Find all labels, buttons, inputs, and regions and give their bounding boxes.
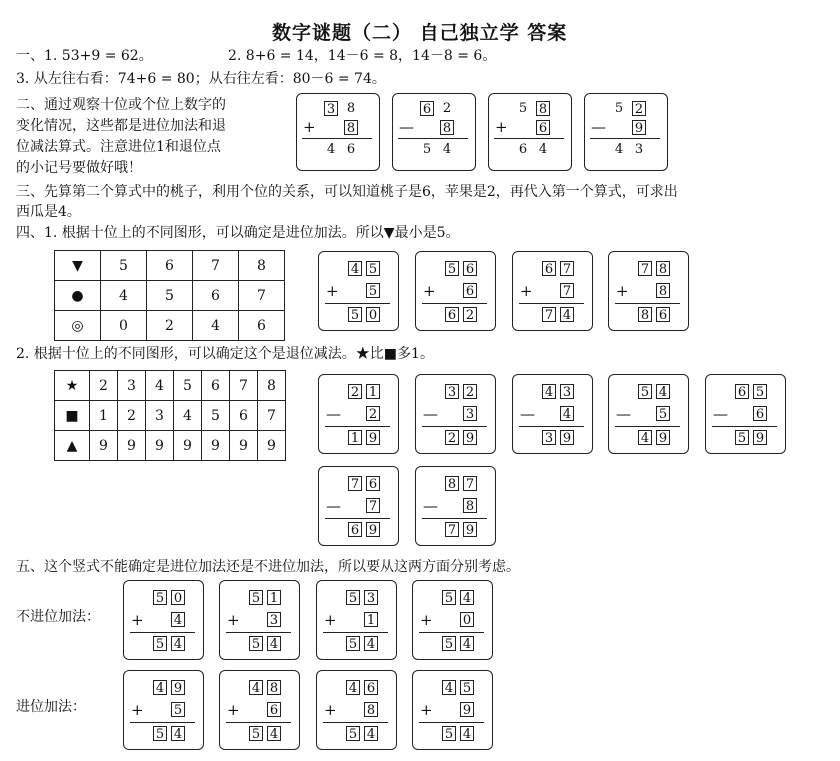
digit-box: 9: [560, 430, 574, 445]
digit-box: 8: [364, 702, 378, 717]
table-cell: 5: [202, 401, 230, 431]
digit: 4: [538, 142, 548, 157]
digit-box: 4: [460, 726, 474, 741]
digit-box: 6: [735, 384, 749, 399]
plus-sign: +: [495, 118, 508, 136]
digit-box: 8: [638, 307, 652, 322]
digit-box: 6: [463, 261, 477, 276]
digit-box: 4: [171, 726, 185, 741]
divider-line: [302, 138, 372, 139]
table-row: [55, 401, 286, 431]
divider-line: [712, 426, 777, 427]
equation-card: [705, 374, 786, 454]
table-cell: 9: [146, 431, 174, 461]
table-cell: 4: [174, 401, 202, 431]
equation-card: [584, 93, 668, 171]
digit-box: 4: [267, 726, 281, 741]
minus-sign: —: [326, 497, 341, 515]
divider-line: [323, 632, 388, 633]
digit-box: 9: [463, 430, 477, 445]
digit-box: 8: [536, 101, 550, 116]
divider-line: [130, 722, 195, 723]
table-cell: 4: [193, 311, 239, 341]
divider-line: [422, 303, 487, 304]
equation-card: [415, 251, 496, 331]
digit: 5: [518, 101, 528, 116]
equation-card: [316, 580, 397, 660]
plus-sign: +: [616, 282, 629, 300]
digit-box: 4: [442, 680, 456, 695]
minus-sign: —: [616, 405, 631, 423]
q1-line2: 3. 从左往右看：74+6 = 80；从右往左看：80－6 = 74。: [16, 71, 386, 87]
digit-box: 4: [249, 680, 263, 695]
digit-box: 3: [560, 384, 574, 399]
digit-box: 3: [463, 406, 477, 421]
digit-box: 6: [420, 101, 434, 116]
carry-label: 进位加法：: [16, 699, 86, 715]
equation-card: [123, 670, 204, 750]
digit-box: 5: [249, 590, 263, 605]
digit-box: 6: [445, 307, 459, 322]
divider-line: [590, 138, 660, 139]
divider-line: [325, 426, 390, 427]
digit-box: 7: [463, 476, 477, 491]
table-cell: 2: [147, 311, 193, 341]
digit-box: 4: [153, 680, 167, 695]
plus-sign: +: [423, 282, 436, 300]
digit-box: 1: [267, 590, 281, 605]
digit-box: 5: [171, 702, 185, 717]
q1-line1a: 一、1. 53+9 = 62。: [16, 48, 153, 64]
digit-box: 4: [171, 612, 185, 627]
digit-box: 6: [536, 120, 550, 135]
digit-box: 3: [364, 590, 378, 605]
digit-box: 6: [542, 261, 556, 276]
digit-box: 8: [440, 120, 454, 135]
digit-box: 5: [346, 636, 360, 651]
divider-line: [325, 303, 390, 304]
digit-box: 2: [366, 406, 380, 421]
divider-line: [615, 303, 680, 304]
shape-symbol: ▼: [55, 251, 101, 281]
table-row: [55, 431, 286, 461]
divider-line: [398, 138, 468, 139]
table-cell: 7: [193, 251, 239, 281]
plus-sign: +: [303, 118, 316, 136]
digit: 6: [346, 142, 356, 157]
digit: 2: [442, 101, 452, 116]
divider-line: [323, 722, 388, 723]
divider-line: [422, 426, 487, 427]
table-cell: 9: [258, 431, 286, 461]
q4-table-1: [54, 250, 285, 341]
equation-card: [608, 251, 689, 331]
q2-line: 变化情况，这些都是进位加法和退: [16, 118, 226, 134]
plus-sign: +: [520, 282, 533, 300]
digit-box: 7: [542, 307, 556, 322]
digit-box: 5: [366, 283, 380, 298]
digit-box: 7: [348, 476, 362, 491]
equation-card: [296, 93, 380, 171]
table-cell: 0: [101, 311, 147, 341]
table-cell: 9: [118, 431, 146, 461]
digit-box: 4: [460, 636, 474, 651]
plus-sign: +: [326, 282, 339, 300]
equation-card: [219, 580, 300, 660]
table-cell: 9: [174, 431, 202, 461]
q4-part1-text: 四、1. 根据十位上的不同图形，可以确定是进位加法。所以▼最小是5。: [16, 225, 460, 241]
q3-line2: 西瓜是4。: [16, 204, 81, 220]
digit-box: 7: [560, 283, 574, 298]
table-cell: 8: [258, 371, 286, 401]
plus-sign: +: [131, 611, 144, 629]
table-cell: 7: [230, 371, 258, 401]
no-carry-label: 不进位加法：: [16, 609, 100, 625]
q5-text: 五、这个竖式不能确定是进位加法还是不进位加法，所以要从这两方面分别考虑。: [16, 559, 520, 575]
digit-box: 8: [267, 680, 281, 695]
digit-box: 5: [346, 726, 360, 741]
table-cell: 5: [174, 371, 202, 401]
table-row: [55, 311, 285, 341]
q2-line: 二、通过观察十位或个位上数字的: [16, 97, 226, 113]
digit-box: 4: [267, 636, 281, 651]
equation-card: [488, 93, 572, 171]
digit: 4: [442, 142, 452, 157]
digit-box: 5: [656, 406, 670, 421]
equation-card: [318, 374, 399, 454]
digit-box: 2: [632, 101, 646, 116]
digit-box: 6: [267, 702, 281, 717]
digit-box: 3: [542, 430, 556, 445]
digit-box: 4: [560, 307, 574, 322]
divider-line: [130, 632, 195, 633]
equation-card: [412, 580, 493, 660]
equation-card: [318, 466, 399, 546]
digit-box: 9: [632, 120, 646, 135]
equation-card: [316, 670, 397, 750]
divider-line: [419, 632, 484, 633]
equation-card: [412, 670, 493, 750]
divider-line: [325, 518, 390, 519]
digit-box: 6: [366, 476, 380, 491]
equation-card: [219, 670, 300, 750]
digit-box: 5: [753, 384, 767, 399]
digit-box: 0: [171, 590, 185, 605]
table-cell: 7: [239, 281, 285, 311]
digit-box: 4: [560, 406, 574, 421]
digit-box: 5: [442, 726, 456, 741]
plus-sign: +: [227, 611, 240, 629]
digit-box: 5: [153, 726, 167, 741]
digit: 4: [326, 142, 336, 157]
equation-card: [415, 374, 496, 454]
q3-line1: 三、先算第二个算式中的桃子，利用个位的关系，可以知道桃子是6，苹果是2，再代入第一个算式，可求出: [16, 184, 678, 200]
digit-box: 6: [463, 283, 477, 298]
equation-card: [392, 93, 476, 171]
shape-symbol: ■: [55, 401, 90, 431]
minus-sign: —: [520, 405, 535, 423]
digit-box: 3: [445, 384, 459, 399]
digit-box: 4: [171, 636, 185, 651]
table-cell: 1: [90, 401, 118, 431]
digit-box: 5: [366, 261, 380, 276]
digit-box: 7: [445, 522, 459, 537]
table-cell: 6: [230, 401, 258, 431]
divider-line: [422, 518, 487, 519]
table-cell: 4: [101, 281, 147, 311]
divider-line: [226, 722, 291, 723]
digit-box: 6: [364, 680, 378, 695]
minus-sign: —: [713, 405, 728, 423]
digit-box: 1: [366, 384, 380, 399]
table-cell: 6: [147, 251, 193, 281]
digit: 8: [346, 101, 356, 116]
digit-box: 6: [656, 307, 670, 322]
digit-box: 5: [348, 307, 362, 322]
digit-box: 4: [542, 384, 556, 399]
equation-card: [415, 466, 496, 546]
digit-box: 5: [153, 636, 167, 651]
digit-box: 9: [171, 680, 185, 695]
digit-box: 2: [348, 384, 362, 399]
table-row: [55, 371, 286, 401]
digit-box: 1: [364, 612, 378, 627]
digit-box: 7: [560, 261, 574, 276]
table-cell: 9: [202, 431, 230, 461]
equation-card: [318, 251, 399, 331]
digit-box: 8: [463, 498, 477, 513]
q4-table-2: [54, 370, 286, 461]
minus-sign: —: [423, 405, 438, 423]
digit-box: 4: [638, 430, 652, 445]
table-cell: 9: [230, 431, 258, 461]
shape-symbol: ◎: [55, 311, 101, 341]
divider-line: [226, 632, 291, 633]
digit-box: 4: [364, 636, 378, 651]
table-cell: 3: [118, 371, 146, 401]
digit-box: 4: [656, 384, 670, 399]
table-cell: 9: [90, 431, 118, 461]
digit-box: 0: [460, 612, 474, 627]
digit: 5: [614, 101, 624, 116]
digit-box: 7: [638, 261, 652, 276]
digit-box: 2: [463, 307, 477, 322]
equation-card: [608, 374, 689, 454]
digit-box: 5: [346, 590, 360, 605]
digit-box: 6: [753, 406, 767, 421]
q4-part2-text: 2. 根据十位上的不同图形，可以确定这个是退位减法。★比■多1。: [16, 346, 434, 362]
equation-card: [512, 374, 593, 454]
table-cell: 6: [202, 371, 230, 401]
table-cell: 5: [101, 251, 147, 281]
digit-box: 8: [445, 476, 459, 491]
minus-sign: —: [591, 118, 606, 136]
table-cell: 2: [90, 371, 118, 401]
digit-box: 9: [366, 522, 380, 537]
table-row: [55, 281, 285, 311]
digit-box: 4: [460, 590, 474, 605]
equation-card: [123, 580, 204, 660]
digit-box: 3: [324, 101, 338, 116]
digit-box: 3: [267, 612, 281, 627]
digit-box: 4: [346, 680, 360, 695]
digit-box: 5: [735, 430, 749, 445]
table-cell: 6: [193, 281, 239, 311]
digit-box: 8: [656, 261, 670, 276]
plus-sign: +: [420, 611, 433, 629]
table-cell: 5: [147, 281, 193, 311]
digit-box: 2: [463, 384, 477, 399]
digit: 5: [422, 142, 432, 157]
digit-box: 5: [445, 261, 459, 276]
minus-sign: —: [423, 497, 438, 515]
table-cell: 3: [146, 401, 174, 431]
digit-box: 7: [366, 498, 380, 513]
table-cell: 6: [239, 311, 285, 341]
table-cell: 7: [258, 401, 286, 431]
digit-box: 5: [153, 590, 167, 605]
digit: 6: [518, 142, 528, 157]
table-cell: 8: [239, 251, 285, 281]
plus-sign: +: [420, 701, 433, 719]
divider-line: [519, 426, 584, 427]
shape-symbol: ★: [55, 371, 90, 401]
digit-box: 9: [460, 702, 474, 717]
plus-sign: +: [227, 701, 240, 719]
digit-box: 4: [348, 261, 362, 276]
digit-box: 5: [442, 590, 456, 605]
digit-box: 5: [249, 726, 263, 741]
shape-symbol: ▲: [55, 431, 90, 461]
divider-line: [494, 138, 564, 139]
q2-line: 位减法算式。注意进位1和退位点: [16, 139, 221, 155]
table-row: [55, 251, 285, 281]
divider-line: [615, 426, 680, 427]
digit: 4: [614, 142, 624, 157]
table-cell: 4: [146, 371, 174, 401]
q2-line: 的小记号要做好哦！: [16, 160, 142, 176]
digit-box: 6: [348, 522, 362, 537]
minus-sign: —: [326, 405, 341, 423]
digit-box: 9: [366, 430, 380, 445]
digit-box: 9: [753, 430, 767, 445]
digit-box: 5: [460, 680, 474, 695]
digit-box: 5: [249, 636, 263, 651]
digit-box: 8: [344, 120, 358, 135]
digit: 3: [634, 142, 644, 157]
digit-box: 5: [442, 636, 456, 651]
shape-symbol: ●: [55, 281, 101, 311]
plus-sign: +: [324, 701, 337, 719]
plus-sign: +: [324, 611, 337, 629]
digit-box: 4: [364, 726, 378, 741]
digit-box: 0: [366, 307, 380, 322]
table-cell: 2: [118, 401, 146, 431]
divider-line: [519, 303, 584, 304]
q1-line1b: 2. 8+6 = 14，14－6 = 8，14－8 = 6。: [228, 48, 497, 64]
digit-box: 9: [463, 522, 477, 537]
minus-sign: —: [399, 118, 414, 136]
digit-box: 1: [348, 430, 362, 445]
plus-sign: +: [131, 701, 144, 719]
digit-box: 9: [656, 430, 670, 445]
divider-line: [419, 722, 484, 723]
page-title: 数字谜题（二） 自己独立学 答案: [272, 22, 568, 44]
digit-box: 2: [445, 430, 459, 445]
digit-box: 5: [638, 384, 652, 399]
digit-box: 8: [656, 283, 670, 298]
equation-card: [512, 251, 593, 331]
